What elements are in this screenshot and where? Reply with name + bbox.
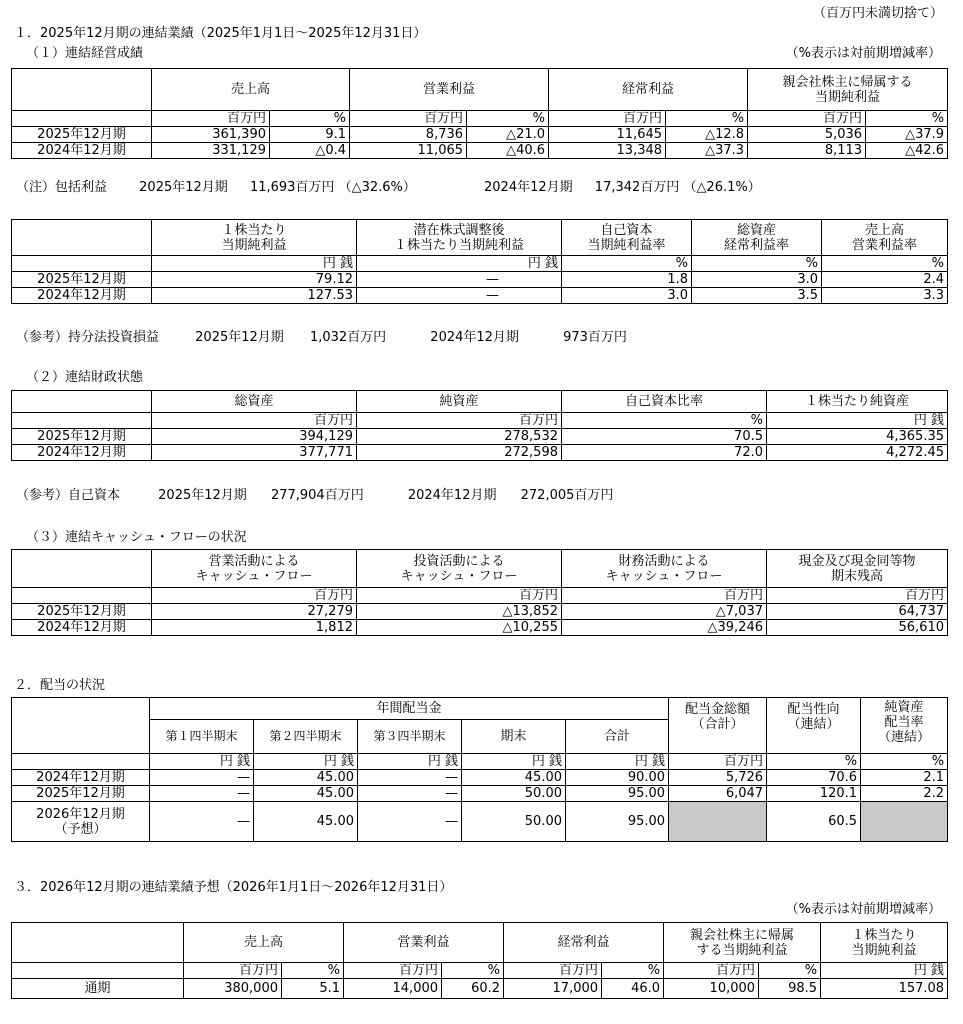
value-cell: 5.1 xyxy=(282,979,344,999)
row-label: 2026年12月期 （予想） xyxy=(12,802,150,842)
unit-cell: % xyxy=(442,963,504,979)
table-row xyxy=(12,604,948,620)
unit-cell: 百万円 xyxy=(748,111,866,127)
header-payout-ratio: 配当性向 （連結） xyxy=(767,698,861,754)
row-label: 2024年12月期 xyxy=(12,143,152,159)
value-cell: 14,000 xyxy=(344,979,442,999)
unit-cell: 百万円 xyxy=(152,588,357,604)
header-financing-cf: 財務活動による キャッシュ・フロー xyxy=(562,550,767,588)
value-cell: — xyxy=(357,288,562,304)
row-label: 2024年12月期 xyxy=(12,770,150,786)
value-cell: △37.3 xyxy=(666,143,748,159)
forecast-row xyxy=(12,802,948,842)
table-row xyxy=(12,786,948,802)
unit-cell: % xyxy=(759,963,821,979)
header-total-dividend: 配当金総額 （合計） xyxy=(669,698,767,754)
header-ordinary-profit: 経常利益 xyxy=(549,69,748,111)
unit-cell: 百万円 xyxy=(184,963,282,979)
unit-cell: 百万円 xyxy=(767,588,948,604)
forecast-title: ３．2026年12月期の連結業績予想（2026年1月1日～2026年12月31日） xyxy=(14,880,453,895)
value-cell: 98.5 xyxy=(759,979,821,999)
value-cell: 10,000 xyxy=(664,979,759,999)
unit-cell: 円 銭 xyxy=(821,963,948,979)
value-cell: 380,000 xyxy=(184,979,282,999)
unit-cell: % xyxy=(467,111,549,127)
header-total: 合計 xyxy=(566,720,669,754)
unit-cell: % xyxy=(602,963,664,979)
header-net-profit: 親会社株主に帰属 する当期純利益 xyxy=(664,923,821,963)
value-cell: △37.9 xyxy=(866,127,948,143)
value-cell: 3.5 xyxy=(692,288,822,304)
unit-cell: % xyxy=(282,963,344,979)
table-row xyxy=(12,288,948,304)
unit-cell: 円 銭 xyxy=(254,754,358,770)
value-cell: 2.2 xyxy=(861,786,948,802)
note-label: （参考）自己資本 xyxy=(16,488,121,503)
value-cell: △10,255 xyxy=(357,620,562,636)
value-cell: 72.0 xyxy=(562,445,767,461)
header-sales: 売上高 xyxy=(152,69,350,111)
note-period: 2025年12月期 xyxy=(158,488,247,503)
value-cell: 60.5 xyxy=(767,802,861,842)
note-value: 277,904百万円 xyxy=(270,488,364,503)
value-cell: 79.12 xyxy=(152,272,357,288)
value-cell: 50.00 xyxy=(462,786,566,802)
equity-note xyxy=(16,488,613,504)
header-operating-profit: 営業利益 xyxy=(344,923,504,963)
section1-sub1-title: （１）連結経営成績 xyxy=(26,46,144,61)
value-cell: △40.6 xyxy=(467,143,549,159)
note-change: （△32.6%） xyxy=(338,180,416,195)
unit-cell: % xyxy=(692,256,822,272)
row-label: 2024年12月期 xyxy=(12,288,152,304)
value-cell: — xyxy=(358,802,462,842)
header-investing-cf: 投資活動による キャッシュ・フロー xyxy=(357,550,562,588)
value-cell: △13,852 xyxy=(357,604,562,620)
row-label: 2025年12月期 xyxy=(12,604,152,620)
unit-cell: 百万円 xyxy=(152,413,357,429)
header-eps: １株当たり 当期純利益 xyxy=(821,923,948,963)
value-cell: — xyxy=(357,272,562,288)
header-q2: 第２四半期末 xyxy=(254,720,358,754)
header-eps: １株当たり 当期純利益 xyxy=(152,220,357,256)
value-cell: △12.8 xyxy=(666,127,748,143)
value-cell: 60.2 xyxy=(442,979,504,999)
row-label: 2025年12月期 xyxy=(12,272,152,288)
unit-cell: % xyxy=(822,256,948,272)
dividends-table xyxy=(11,697,948,842)
value-cell: 3.3 xyxy=(822,288,948,304)
value-cell: 45.00 xyxy=(254,802,358,842)
row-label: 2025年12月期 xyxy=(12,127,152,143)
unit-cell: % xyxy=(562,256,692,272)
eps-table xyxy=(11,219,948,304)
header-year-end: 期末 xyxy=(462,720,566,754)
value-cell: 45.00 xyxy=(254,786,358,802)
financial-position-table xyxy=(11,390,948,461)
value-cell: 11,065 xyxy=(350,143,467,159)
unit-cell: 円 銭 xyxy=(357,256,562,272)
header-diluted-eps: 潜在株式調整後 １株当たり当期純利益 xyxy=(357,220,562,256)
note-label: （注）包括利益 xyxy=(16,180,108,195)
value-cell: 5,726 xyxy=(669,770,767,786)
value-cell: — xyxy=(358,786,462,802)
value-cell: 120.1 xyxy=(767,786,861,802)
note-period: 2025年12月期 xyxy=(195,330,284,345)
value-cell: 64,737 xyxy=(767,604,948,620)
unit-cell: 百万円 xyxy=(664,963,759,979)
table-row xyxy=(12,770,948,786)
note-value: 272,005百万円 xyxy=(520,488,614,503)
header-cash-balance: 現金及び現金同等物 期末残高 xyxy=(767,550,948,588)
value-cell: 331,129 xyxy=(152,143,270,159)
pct-note: （%表示は対前期増減率） xyxy=(785,46,941,61)
note-value: 1,032百万円 xyxy=(309,330,387,345)
unit-cell: 百万円 xyxy=(357,413,562,429)
value-cell: 46.0 xyxy=(602,979,664,999)
value-cell: 1.8 xyxy=(562,272,692,288)
header-sales: 売上高 xyxy=(184,923,344,963)
value-cell: 6,047 xyxy=(669,786,767,802)
cash-flow-title: （３）連結キャッシュ・フローの状況 xyxy=(26,530,247,545)
value-cell: — xyxy=(358,770,462,786)
value-cell: 377,771 xyxy=(152,445,357,461)
header-q1: 第１四半期末 xyxy=(150,720,254,754)
value-cell: 8,113 xyxy=(748,143,866,159)
unit-cell: 百万円 xyxy=(344,963,442,979)
value-cell: 9.1 xyxy=(270,127,350,143)
value-cell: 27,279 xyxy=(152,604,357,620)
value-cell: △42.6 xyxy=(866,143,948,159)
unit-cell: 百万円 xyxy=(549,111,666,127)
dividends-title: ２．配当の状況 xyxy=(14,678,106,693)
value-cell: 50.00 xyxy=(462,802,566,842)
value-cell: 272,598 xyxy=(357,445,562,461)
unit-cell: 百万円 xyxy=(562,588,767,604)
value-cell: 1,812 xyxy=(152,620,357,636)
header-roe: 自己資本 当期純利益率 xyxy=(562,220,692,256)
cash-flow-table xyxy=(11,549,948,636)
note-period: 2024年12月期 xyxy=(407,488,497,503)
row-label: 2024年12月期 xyxy=(12,620,152,636)
header-net-assets: 純資産 xyxy=(357,391,562,413)
note-value: 973百万円 xyxy=(563,330,627,345)
operating-results-table xyxy=(11,68,948,159)
table-row xyxy=(12,143,948,159)
unit-cell: 百万円 xyxy=(350,111,467,127)
unit-cell: 百万円 xyxy=(357,588,562,604)
value-cell: △21.0 xyxy=(467,127,549,143)
table-row xyxy=(12,429,948,445)
header-annual-dividend: 年間配当金 xyxy=(150,698,669,720)
forecast-table xyxy=(11,922,948,999)
header-roa: 総資産 経常利益率 xyxy=(692,220,822,256)
value-cell: 17,000 xyxy=(504,979,602,999)
table-row xyxy=(12,620,948,636)
value-cell: — xyxy=(150,770,254,786)
value-cell: — xyxy=(150,786,254,802)
header-total-assets: 総資産 xyxy=(152,391,357,413)
value-cell: 361,390 xyxy=(152,127,270,143)
row-label: 2025年12月期 xyxy=(12,429,152,445)
shaded-cell xyxy=(861,802,948,842)
value-cell: 2.1 xyxy=(861,770,948,786)
unit-cell: 百万円 xyxy=(669,754,767,770)
value-cell: 95.00 xyxy=(566,802,669,842)
unit-cell: 百万円 xyxy=(504,963,602,979)
header-operating-margin: 売上高 営業利益率 xyxy=(822,220,948,256)
value-cell: △7,037 xyxy=(562,604,767,620)
header-dividend-on-equity: 純資産 配当率 （連結） xyxy=(861,698,948,754)
value-cell: △39,246 xyxy=(562,620,767,636)
row-label: 通期 xyxy=(12,979,184,999)
table-row xyxy=(12,445,948,461)
value-cell: 278,532 xyxy=(357,429,562,445)
value-cell: 4,365.35 xyxy=(767,429,948,445)
unit-cell: % xyxy=(866,111,948,127)
note-value: 17,342百万円 xyxy=(594,180,680,195)
unit-cell: 円 銭 xyxy=(767,413,948,429)
header-operating-cf: 営業活動による キャッシュ・フロー xyxy=(152,550,357,588)
value-cell: 3.0 xyxy=(562,288,692,304)
value-cell: 70.6 xyxy=(767,770,861,786)
header-operating-profit: 営業利益 xyxy=(350,69,549,111)
value-cell: △0.4 xyxy=(270,143,350,159)
header-bps: １株当たり純資産 xyxy=(767,391,948,413)
section1-title: １．2025年12月期の連結業績（2025年1月1日～2025年12月31日） xyxy=(14,26,427,41)
value-cell: 394,129 xyxy=(152,429,357,445)
value-cell: 95.00 xyxy=(566,786,669,802)
unit-cell: 円 銭 xyxy=(150,754,254,770)
header-net-profit: 親会社株主に帰属する 当期純利益 xyxy=(748,69,948,111)
note-value: 11,693百万円 xyxy=(249,180,335,195)
value-cell: 70.5 xyxy=(562,429,767,445)
row-label: 2024年12月期 xyxy=(12,445,152,461)
value-cell: 3.0 xyxy=(692,272,822,288)
value-cell: 11,645 xyxy=(549,127,666,143)
note-label: （参考）持分法投資損益 xyxy=(16,330,160,345)
shaded-cell xyxy=(669,802,767,842)
table-row xyxy=(12,127,948,143)
unit-cell: % xyxy=(270,111,350,127)
value-cell: 90.00 xyxy=(566,770,669,786)
value-cell: — xyxy=(150,802,254,842)
value-cell: 13,348 xyxy=(549,143,666,159)
value-cell: 8,736 xyxy=(350,127,467,143)
value-cell: 5,036 xyxy=(748,127,866,143)
header-equity-ratio: 自己資本比率 xyxy=(562,391,767,413)
value-cell: 4,272.45 xyxy=(767,445,948,461)
unit-cell: % xyxy=(861,754,948,770)
comprehensive-income-note xyxy=(16,180,761,196)
note-period: 2024年12月期 xyxy=(484,180,573,195)
note-change: （△26.1%） xyxy=(683,180,761,195)
note-period: 2025年12月期 xyxy=(139,180,228,195)
header-q3: 第３四半期末 xyxy=(358,720,462,754)
value-cell: 45.00 xyxy=(254,770,358,786)
value-cell: 56,610 xyxy=(767,620,948,636)
unit-cell: 百万円 xyxy=(152,111,270,127)
value-cell: 127.53 xyxy=(152,288,357,304)
table-row xyxy=(12,272,948,288)
unit-cell: % xyxy=(562,413,767,429)
unit-cell: % xyxy=(666,111,748,127)
forecast-pct-note: （%表示は対前期増減率） xyxy=(785,902,941,917)
note-period: 2024年12月期 xyxy=(430,330,519,345)
unit-cell: 円 銭 xyxy=(152,256,357,272)
value-cell: 45.00 xyxy=(462,770,566,786)
financial-position-title: （２）連結財政状態 xyxy=(26,370,144,385)
unit-note: （百万円未満切捨て） xyxy=(812,6,943,21)
equity-method-note xyxy=(16,330,627,346)
unit-cell: 円 銭 xyxy=(358,754,462,770)
table-row xyxy=(12,979,948,999)
value-cell: 2.4 xyxy=(822,272,948,288)
unit-cell: 円 銭 xyxy=(462,754,566,770)
header-blank xyxy=(12,69,152,111)
header-ordinary-profit: 経常利益 xyxy=(504,923,664,963)
unit-cell: % xyxy=(767,754,861,770)
unit-cell: 円 銭 xyxy=(566,754,669,770)
row-label: 2025年12月期 xyxy=(12,786,150,802)
value-cell: 157.08 xyxy=(821,979,948,999)
